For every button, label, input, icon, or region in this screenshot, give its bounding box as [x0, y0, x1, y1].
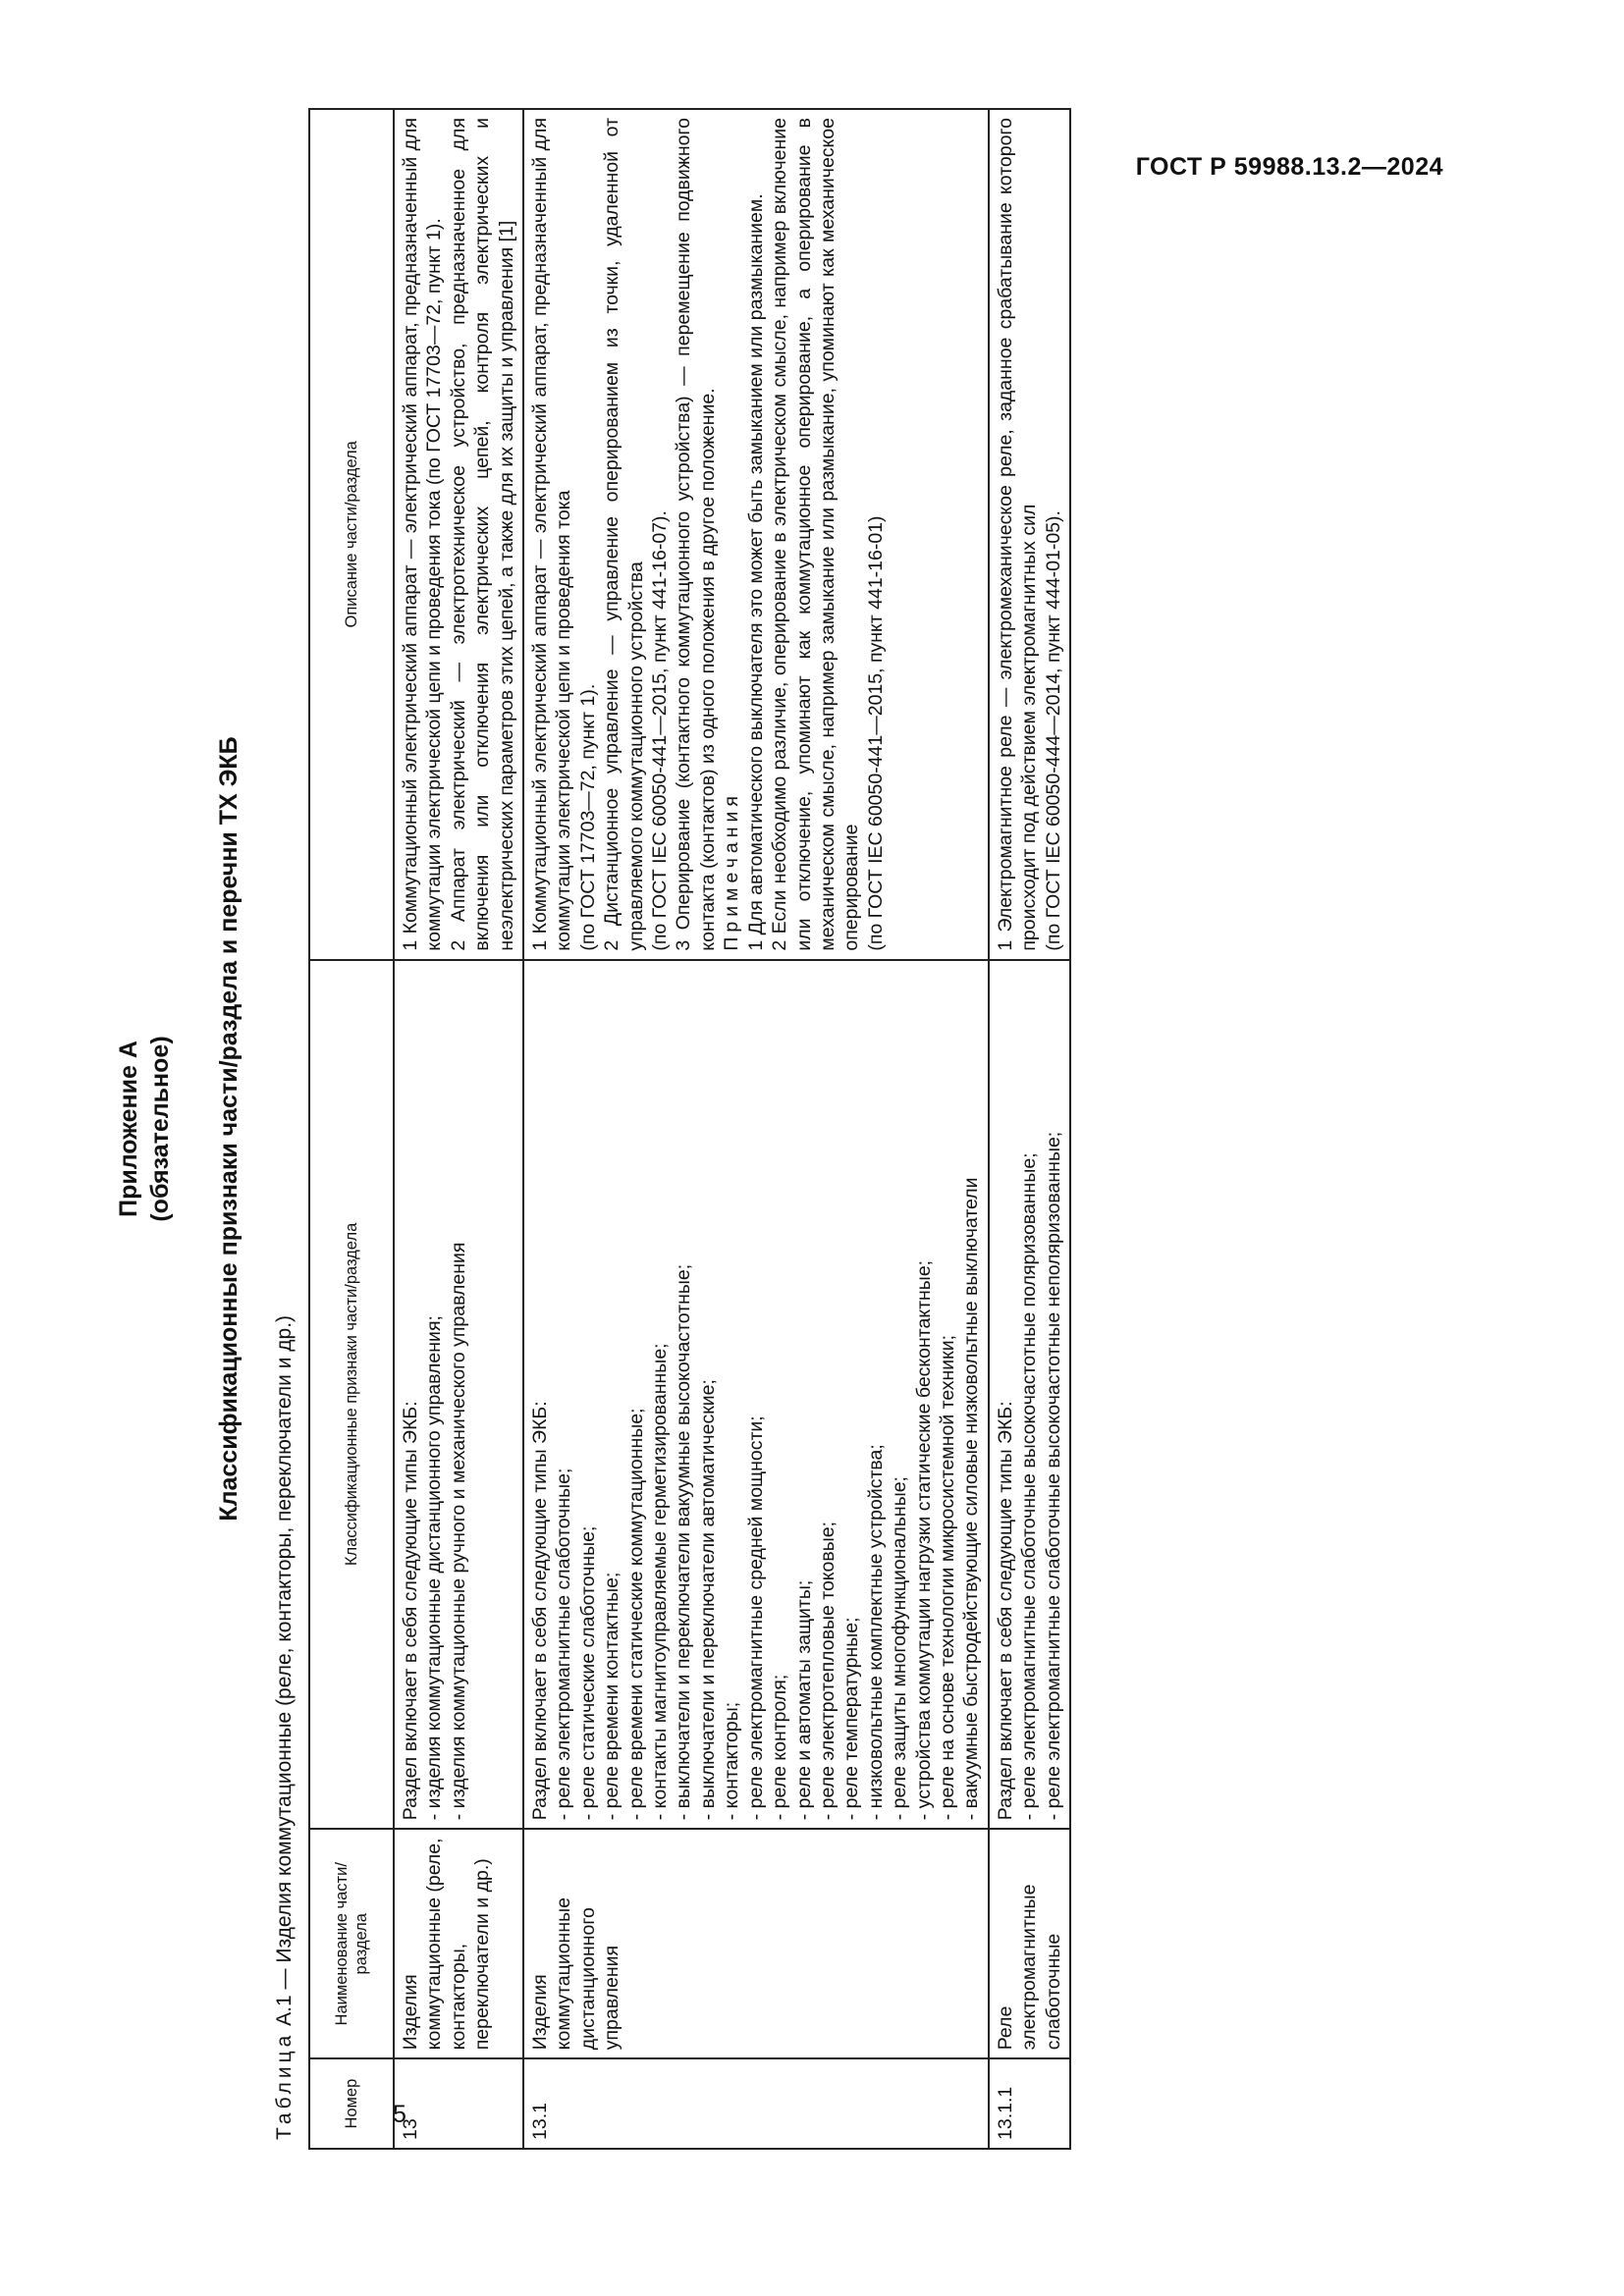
table-row — [394, 109, 523, 2149]
feature-line: - устройства коммутации нагрузки статические бесконтактные; — [912, 1259, 935, 1821]
description-para: 1 Коммутационный электрический аппарат — электрический аппарат, предназначенный для коммутации электрической цепи и проведения тока (по ГОСТ 17703—72, пункт 1). — [400, 118, 446, 951]
row-number: 13.1.1 — [989, 2058, 1070, 2149]
row-features — [394, 960, 523, 1830]
feature-line: - изделия коммутационные ручного и механического управления — [447, 1242, 469, 1821]
header-name: Наименование части/раздела — [309, 1829, 394, 2058]
feature-line: - контакторы; — [721, 1701, 743, 1821]
table-row — [523, 109, 989, 2149]
header-number: Номер — [309, 2058, 394, 2149]
feature-line: - реле защиты многофункциональные; — [889, 1476, 911, 1821]
notes-heading: Примечания — [721, 791, 743, 951]
page-number: 5 — [393, 2101, 406, 2128]
classification-table — [308, 108, 1071, 2150]
annex-heading — [113, 108, 176, 2150]
feature-line: - реле электромагнитные слаботочные; — [553, 1468, 575, 1821]
feature-line: - реле электромагнитные слаботочные высокочастотные неполяризованные; — [1042, 1131, 1064, 1821]
feature-line: - вакуумные быстродействующие силовые низковольтные выключатели — [960, 1177, 983, 1821]
feature-line: - реле времени контактные; — [601, 1572, 623, 1821]
feature-line: Раздел включает в себя следующие типы ЭКБ: — [994, 1401, 1016, 1821]
feature-line: - выключатели и переключатели автоматические; — [696, 1379, 719, 1821]
feature-line: - реле и автоматы защиты; — [792, 1579, 815, 1821]
row-description — [523, 109, 989, 960]
feature-line: - реле электромагнитные слаботочные высокочастотные поляризованные; — [1018, 1152, 1041, 1821]
annex-status: (обязательное) — [146, 1036, 174, 1222]
main-title: Классификационные признаки части/раздела и перечни ТХ ЭКБ — [215, 736, 243, 1522]
feature-line: - выключатели и переключатели вакуумные высокочастотные; — [673, 1263, 695, 1821]
table-row — [989, 109, 1070, 2149]
row-description — [394, 109, 523, 960]
description-para: (по ГОСТ IEC 60050-441—2015, пункт 441-16-07). — [649, 510, 672, 951]
description-para: 1 Электромагнитное реле — электромеханическое реле, заданное срабатывание которого происходит под действием электромагнитных сил — [994, 118, 1041, 951]
description-para: (по ГОСТ IEC 60050-441—2015, пункт 441-16-01) — [864, 515, 887, 951]
row-name: Изделия коммутационные (реле, контакторы, переключатели и др.) — [394, 1829, 523, 2058]
feature-line: - реле контроля; — [769, 1674, 791, 1821]
description-para: 2 Дистанционное управление — управление оперированием из точки, удаленной от управляемого коммутационного устройства — [601, 118, 647, 951]
description-para: 2 Если необходимо различие, оперирование в электрическом смысле, например включение или отключение, упоминают как коммутационное оперирование, а оперирование в механическом смысле, например замыкание или размыкание, упоминают как механическое оперирование — [769, 118, 863, 951]
table-caption — [273, 108, 297, 2140]
row-features — [523, 960, 989, 1830]
row-number: 13 — [394, 2058, 523, 2149]
annex-title: Приложение А — [115, 1041, 142, 1217]
row-features — [989, 960, 1070, 1830]
feature-line: - контакты магнитоуправляемые герметизированные; — [649, 1343, 672, 1821]
description-para: 1 Коммутационный электрический аппарат — электрический аппарат, предназначенный для коммутации электрической цепи и проведения тока — [529, 118, 575, 951]
table-caption-label: Таблица — [273, 2031, 296, 2140]
feature-line: Раздел включает в себя следующие типы ЭКБ: — [529, 1401, 552, 1821]
feature-line: Раздел включает в себя следующие типы ЭКБ: — [400, 1401, 421, 1821]
row-name: Изделия коммутационные дистанционного управления — [523, 1829, 989, 2058]
row-description — [989, 109, 1070, 960]
feature-line: - реле температурные; — [840, 1617, 863, 1821]
row-name: Реле электромагнитные слаботочные — [989, 1829, 1070, 2058]
feature-line: - изделия коммутационные дистанционного управления; — [423, 1315, 446, 1821]
description-para: (по ГОСТ IEC 60050-444—2014, пункт 444-01-05). — [1042, 510, 1064, 951]
rotated-page-content — [113, 108, 1409, 2150]
header-description: Описание части/раздела — [309, 109, 394, 960]
description-para: 1 Для автоматического выключателя это может быть замыканием или размыканием. — [744, 193, 767, 951]
standard-designation: ГОСТ Р 59988.13.2—2024 — [1135, 153, 1443, 181]
row-number: 13.1 — [523, 2058, 989, 2149]
feature-line: - реле времени статические коммутационные; — [624, 1408, 647, 1821]
header-features: Классификационные признаки части/раздела — [309, 960, 394, 1830]
table-header-row — [309, 109, 394, 2149]
feature-line: - низковольтные комплектные устройства; — [864, 1444, 887, 1821]
description-para: 3 Оперирование (контактного коммутационного устройства) — перемещение подвижного контакта (контактов) из одного положения в другое положение. — [673, 118, 719, 951]
description-para: 2 Аппарат электрический — электротехническое устройство, предназначенное для включения или отключения электрических цепей, контроля электрических и неэлектрических параметров этих цепей, а также для их защиты и управления [1] — [447, 118, 517, 951]
feature-line: - реле статические слаботочные; — [576, 1525, 599, 1821]
feature-line: - реле электромагнитные средней мощности; — [744, 1415, 767, 1821]
feature-line: - реле на основе технологии микросистемной техники; — [936, 1334, 958, 1821]
feature-line: - реле электротепловые токовые; — [816, 1521, 839, 1821]
table-caption-text: А.1 — Изделия коммутационные (реле, контакторы, переключатели и др.) — [273, 1314, 296, 2032]
description-para: (по ГОСТ 17703—72, пункт 1). — [576, 683, 599, 951]
